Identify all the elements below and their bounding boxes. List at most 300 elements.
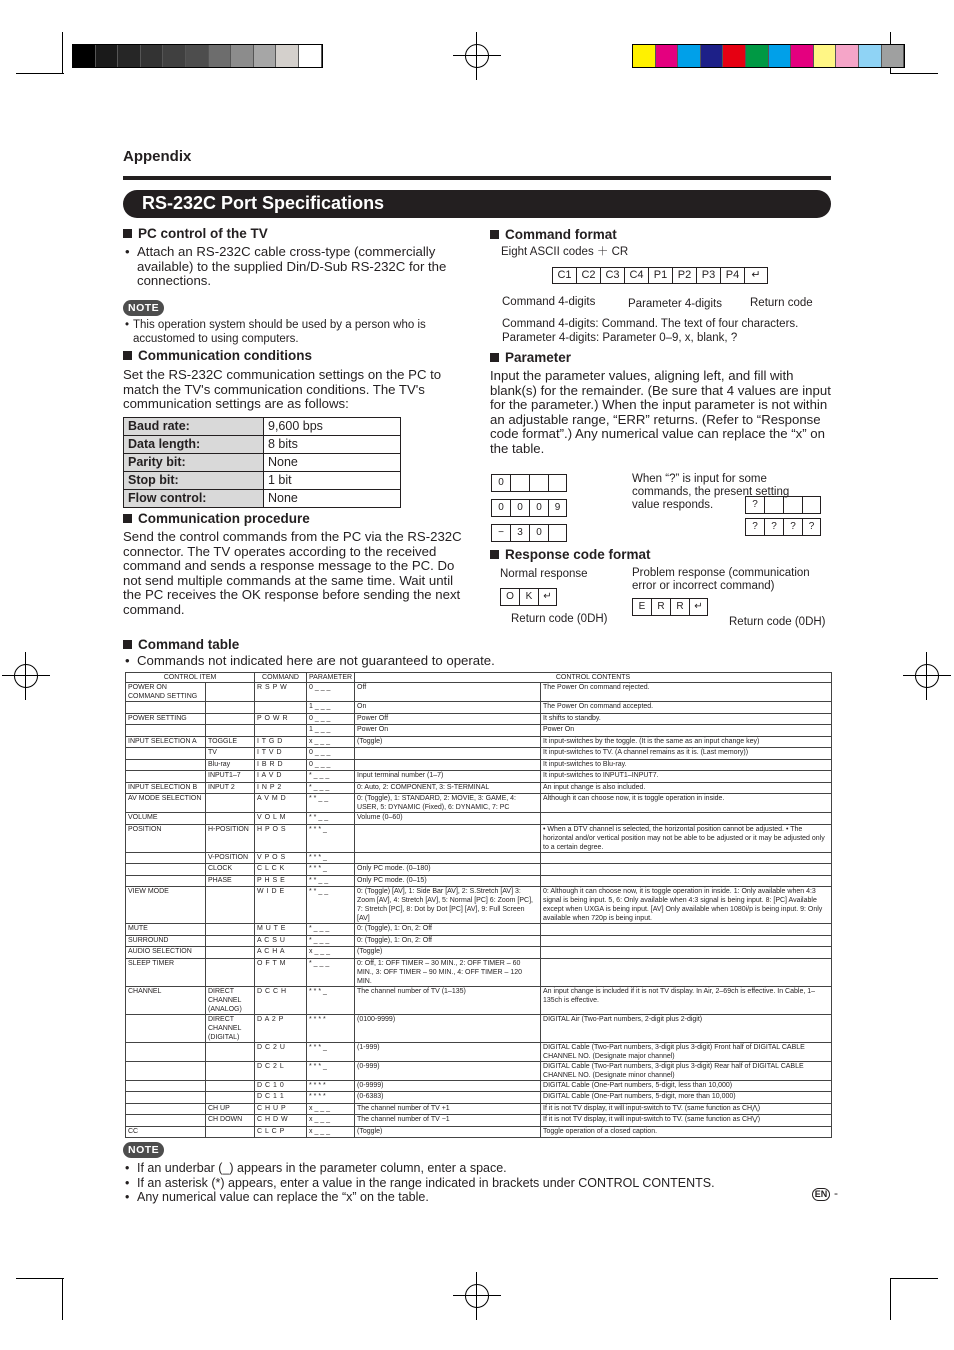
parameter-cell: 0 _ _ _ <box>307 683 355 702</box>
control-contents-cell: It input-switches to Blu-ray. <box>541 759 832 771</box>
color-swatch <box>73 45 96 67</box>
control-sub-item-cell <box>206 1061 255 1080</box>
char-cell: P4 <box>720 267 744 284</box>
color-swatch <box>701 45 724 67</box>
control-sub-item-cell <box>206 1042 255 1061</box>
parameter-desc-cell <box>355 748 541 760</box>
parameter-desc-cell: (1-999) <box>355 1042 541 1061</box>
control-contents-cell: If it is not TV display, it will input-switch to TV. (same function as CH⋁) <box>541 1115 832 1127</box>
control-contents-cell <box>541 935 832 947</box>
parameter-desc-cell: Off <box>355 683 541 702</box>
grayscale-bar <box>72 44 323 68</box>
setting-value: 9,600 bps <box>264 417 401 435</box>
control-contents-cell: If it is not TV display, it will input-switch to TV. (same function as CH⋀) <box>541 1103 832 1115</box>
control-contents-cell: Although it can choose now, it is toggle operation in inside. <box>541 794 832 813</box>
header-rule <box>123 176 831 180</box>
control-sub-item-cell: CH UP <box>206 1103 255 1115</box>
control-sub-item-cell <box>206 713 255 725</box>
control-item-cell: SURROUND <box>126 935 206 947</box>
command-cell: C H D W <box>255 1115 307 1127</box>
table-row <box>126 1014 832 1042</box>
parameter-cell: * * * _ <box>307 1042 355 1061</box>
normal-response-cells <box>500 588 557 606</box>
table-row <box>126 1092 832 1104</box>
command-cell: R S P W <box>255 683 307 702</box>
char-cell: E <box>632 598 651 616</box>
control-item-cell <box>126 702 206 714</box>
command-cell: D C C H <box>255 986 307 1014</box>
color-swatch <box>299 45 322 67</box>
parameter-desc-cell: 0: (Toggle), 1: STANDARD, 2: MOVIE, 3: GAME, 4: USER, 5: DYNAMIC (Fixed), 6: DYNAMIC, 7: PC <box>355 794 541 813</box>
setting-value: None <box>264 489 401 507</box>
char-cell: R <box>651 598 670 616</box>
table-row <box>126 986 832 1014</box>
table-row <box>126 924 832 936</box>
table-row <box>126 683 832 702</box>
query-examples <box>745 496 821 536</box>
parameter-cell: * _ _ _ <box>307 782 355 794</box>
char-cell <box>783 496 802 514</box>
char-cell <box>548 474 567 492</box>
settings-row <box>124 471 401 489</box>
parameter-cell: * _ _ _ <box>307 771 355 783</box>
parameter-cell: * * _ _ <box>307 887 355 924</box>
control-sub-item-cell <box>206 924 255 936</box>
parameter-desc-cell: 0: (Toggle) [AV], 1: Side Bar [AV], 2: S.Stretch [AV] 3: Zoom [AV], 4: Stretch [AV], 5: Normal [PC] 6: Zoom [PC], 7: Stretch [PC], 8: Dot by Dot [PC] [AV], 9: Full Screen [AV] <box>355 887 541 924</box>
char-cell: ↵ <box>689 598 708 616</box>
query-text: When “?” is input for some commands, the present setting value responds. <box>632 473 790 512</box>
char-cell: 0 <box>529 524 548 542</box>
control-item-cell: POSITION <box>126 824 206 852</box>
parameter-desc-cell: (0-999) <box>355 1061 541 1080</box>
control-item-cell: SLEEP TIMER <box>126 958 206 986</box>
control-sub-item-cell <box>206 813 255 825</box>
footer-note <box>123 1140 823 1205</box>
char-cell: ? <box>802 518 821 536</box>
setting-key: Parity bit: <box>124 453 264 471</box>
control-contents-cell: It input-switches by the toggle. (It is the same as an input change key) <box>541 736 832 748</box>
control-item-cell <box>126 864 206 876</box>
char-cell: ? <box>745 496 764 514</box>
char-cell: ↵ <box>538 588 557 606</box>
command-table-section <box>123 637 823 669</box>
parameter-desc-cell: Power Off <box>355 713 541 725</box>
control-sub-item-cell <box>206 1126 255 1138</box>
control-sub-item-cell <box>206 702 255 714</box>
char-cell: P3 <box>696 267 720 284</box>
color-swatch <box>118 45 141 67</box>
table-row <box>126 748 832 760</box>
comm-procedure-heading: Communication procedure <box>123 511 468 526</box>
command-cell: I A V D <box>255 771 307 783</box>
control-item-cell: AV MODE SELECTION <box>126 794 206 813</box>
command-cell: I T G D <box>255 736 307 748</box>
normal-response-label: Normal response <box>500 568 588 580</box>
setting-value: None <box>264 453 401 471</box>
parameter-desc-cell: The channel number of TV +1 <box>355 1103 541 1115</box>
command-cell: D A 2 P <box>255 1014 307 1042</box>
settings-row <box>124 489 401 507</box>
control-item-cell: VIEW MODE <box>126 887 206 924</box>
page-suffix: - <box>834 1186 838 1200</box>
color-bar <box>632 44 905 68</box>
parameter-cell: x _ _ _ <box>307 947 355 959</box>
control-item-cell <box>126 725 206 737</box>
char-cell: 0 <box>491 474 510 492</box>
response-section <box>490 547 835 562</box>
control-item-cell <box>126 1042 206 1061</box>
command-cell: A C H A <box>255 947 307 959</box>
pc-control-heading: PC control of the TV <box>123 226 468 241</box>
table-row <box>126 887 832 924</box>
footer-note-item: • Any numerical value can replace the “x” on the table. <box>123 1190 823 1205</box>
table-row <box>126 875 832 887</box>
label-return: Return code <box>750 297 813 309</box>
table-row <box>126 947 832 959</box>
command-cell: A V M D <box>255 794 307 813</box>
param-example-row <box>491 499 567 517</box>
table-row <box>126 813 832 825</box>
command-format-subtitle: Eight ASCII codes ＋ CR <box>501 246 629 258</box>
control-sub-item-cell <box>206 725 255 737</box>
problem-return-label: Return code (0DH) <box>729 616 826 628</box>
table-row <box>126 782 832 794</box>
registration-mark <box>2 652 50 700</box>
parameter-cell: * * * _ <box>307 986 355 1014</box>
char-cell: ? <box>783 518 802 536</box>
command-cell <box>255 725 307 737</box>
footer-note-item: • If an underbar (_) appears in the parameter column, enter a space. <box>123 1161 823 1176</box>
char-cell: 0 <box>510 499 529 517</box>
parameter-desc-cell: On <box>355 702 541 714</box>
label-command: Command 4-digits <box>502 296 596 308</box>
color-swatch <box>746 45 769 67</box>
char-cell: − <box>491 524 510 542</box>
control-item-cell: POWER SETTING <box>126 713 206 725</box>
control-item-cell: INPUT SELECTION B <box>126 782 206 794</box>
control-contents-cell <box>541 864 832 876</box>
control-contents-cell: It input-switches to INPUT1–INPUT7. <box>541 771 832 783</box>
color-swatch <box>141 45 164 67</box>
registration-mark <box>453 1272 501 1320</box>
parameter-cell: 0 _ _ _ <box>307 713 355 725</box>
color-swatch <box>791 45 814 67</box>
control-item-cell <box>126 759 206 771</box>
table-row <box>126 1103 832 1115</box>
command-cell: V O L M <box>255 813 307 825</box>
control-contents-cell: DIGITAL Air (Two-Part numbers, 2-digit plus 2-digit) <box>541 1014 832 1042</box>
table-row <box>126 725 832 737</box>
command-table <box>125 672 832 1138</box>
color-swatch <box>723 45 746 67</box>
parameter-desc-cell: The channel number of TV −1 <box>355 1115 541 1127</box>
color-swatch <box>231 45 254 67</box>
comm-procedure-text: Send the control commands from the PC via the RS-232C connector. The TV operates according to the received command and sends a response message to the PC. Do not send multiple commands at the same time. Wait until the PC receives the OK response before sending the next command. <box>123 529 462 617</box>
char-cell <box>529 474 548 492</box>
parameter-desc-cell <box>355 759 541 771</box>
parameter-cell: * * * _ <box>307 864 355 876</box>
command-cell: P H S E <box>255 875 307 887</box>
pc-control-bullet: • Attach an RS-232C cable cross-type (commercially available) to the supplied Din/D-Sub RS-232C for the connections. <box>123 245 468 289</box>
control-item-cell <box>126 771 206 783</box>
command-cell: A C S U <box>255 935 307 947</box>
control-item-cell: INPUT SELECTION A <box>126 736 206 748</box>
command-desc-1: Command 4-digits: Command. The text of four characters. <box>502 318 799 330</box>
char-cell <box>802 496 821 514</box>
color-swatch <box>769 45 792 67</box>
command-cell: D C 2 L <box>255 1061 307 1080</box>
table-row <box>126 935 832 947</box>
header-control-item: CONTROL ITEM <box>126 673 255 683</box>
command-cell: D C 2 U <box>255 1042 307 1061</box>
control-sub-item-cell <box>206 1092 255 1104</box>
problem-response-label: Problem response (communication error or incorrect command) <box>632 567 810 592</box>
char-cell: ? <box>745 518 764 536</box>
control-contents-cell: DIGITAL Cable (Two-Part numbers, 3-digit plus 3-digit) Front half of DIGITAL CABLE CHANNEL NO. (Designate major channel) <box>541 1042 832 1061</box>
footer-note-item: • If an asterisk (*) appears, enter a value in the range indicated in brackets under CONTROL CONTENTS. <box>123 1176 823 1191</box>
control-item-cell <box>126 1092 206 1104</box>
control-contents-cell: Power On <box>541 725 832 737</box>
table-row <box>126 702 832 714</box>
parameter-heading: Parameter <box>490 350 835 365</box>
control-sub-item-cell <box>206 887 255 924</box>
parameter-text: Input the parameter values, aligning left, and fill with blank(s) for the remainder. (Be sure that 4 values are input for the parameter.) When the input parameter is not within an adjustable range, “ERR” returns. (Refer to “Response code format”.) Any numerical value can replace the “x” on the table. <box>490 368 831 456</box>
control-sub-item-cell <box>206 683 255 702</box>
parameter-cell: 1 _ _ _ <box>307 725 355 737</box>
control-sub-item-cell: DIRECT CHANNEL (DIGITAL) <box>206 1014 255 1042</box>
control-sub-item-cell: CLOCK <box>206 864 255 876</box>
table-row <box>126 771 832 783</box>
control-contents-cell: An input change is also included. <box>541 782 832 794</box>
char-cell: 9 <box>548 499 567 517</box>
command-cell: C L C P <box>255 1126 307 1138</box>
char-cell <box>764 496 783 514</box>
parameter-desc-cell: (0-9999) <box>355 1080 541 1092</box>
control-contents-cell: The Power On command accepted. <box>541 702 832 714</box>
color-swatch <box>678 45 701 67</box>
parameter-cell: * _ _ _ <box>307 924 355 936</box>
table-row <box>126 736 832 748</box>
control-contents-cell: It shifts to standby. <box>541 713 832 725</box>
command-table-header <box>126 673 832 683</box>
control-item-cell <box>126 875 206 887</box>
control-sub-item-cell <box>206 958 255 986</box>
registration-mark <box>453 32 501 80</box>
command-table-heading: Command table <box>123 637 823 652</box>
table-row <box>126 794 832 813</box>
char-cell: ? <box>764 518 783 536</box>
settings-table <box>123 417 401 508</box>
parameter-desc-cell: Input terminal number (1–7) <box>355 771 541 783</box>
note-label: NOTE <box>123 300 164 316</box>
parameter-cell: * _ _ _ <box>307 958 355 986</box>
parameter-cell: x _ _ _ <box>307 1103 355 1115</box>
parameter-cell: x _ _ _ <box>307 736 355 748</box>
control-contents-cell: • When a DTV channel is selected, the horizontal position cannot be adjusted. • The horizontal and/or vertical position may not be able to be adjusted or it may be adjusted only to a certain degree. <box>541 824 832 852</box>
control-item-cell <box>126 1061 206 1080</box>
control-sub-item-cell: V-POSITION <box>206 852 255 864</box>
control-sub-item-cell: INPUT 2 <box>206 782 255 794</box>
parameter-cell: * * _ _ <box>307 813 355 825</box>
crop-mark <box>890 1278 938 1279</box>
control-item-cell <box>126 748 206 760</box>
command-cell: I T V D <box>255 748 307 760</box>
parameter-desc-cell: The channel number of TV (1–135) <box>355 986 541 1014</box>
char-cell: K <box>519 588 538 606</box>
crop-mark <box>890 1278 891 1320</box>
control-sub-item-cell: DIRECT CHANNEL (ANALOG) <box>206 986 255 1014</box>
parameter-cell: * * * _ <box>307 824 355 852</box>
parameter-cell: * * _ _ <box>307 794 355 813</box>
color-swatch <box>859 45 882 67</box>
crop-mark <box>16 1278 64 1279</box>
color-swatch <box>209 45 232 67</box>
normal-return-label: Return code (0DH) <box>511 613 608 625</box>
table-row <box>126 824 832 852</box>
control-sub-item-cell <box>206 1080 255 1092</box>
color-swatch <box>836 45 859 67</box>
control-contents-cell <box>541 924 832 936</box>
settings-row <box>124 435 401 453</box>
control-contents-cell <box>541 852 832 864</box>
comm-conditions-text: Set the RS-232C communication settings on the PC to match the TV's communication conditions. The TV's communication settings are as follows: <box>123 367 442 411</box>
control-item-cell: AUDIO SELECTION <box>126 947 206 959</box>
command-cell: I B R D <box>255 759 307 771</box>
setting-key: Data length: <box>124 435 264 453</box>
setting-value: 1 bit <box>264 471 401 489</box>
table-row <box>126 759 832 771</box>
control-item-cell <box>126 1103 206 1115</box>
comm-procedure-section <box>123 511 468 617</box>
control-contents-cell <box>541 958 832 986</box>
parameter-cell: * * * * <box>307 1092 355 1104</box>
control-item-cell: CHANNEL <box>126 986 206 1014</box>
param-example-row <box>491 524 567 542</box>
parameter-desc-cell: Volume (0–60) <box>355 813 541 825</box>
control-contents-cell: Toggle operation of a closed caption. <box>541 1126 832 1138</box>
parameter-desc-cell: Only PC mode. (0–180) <box>355 864 541 876</box>
settings-row <box>124 453 401 471</box>
control-sub-item-cell: Blu-ray <box>206 759 255 771</box>
control-sub-item-cell <box>206 935 255 947</box>
crop-mark <box>16 73 64 74</box>
char-cell: O <box>500 588 519 606</box>
parameter-cell: * * * _ <box>307 1061 355 1080</box>
command-cell: I N P 2 <box>255 782 307 794</box>
control-contents-cell: DIGITAL Cable (Two-Part numbers, 3-digit plus 3-digit) Rear half of DIGITAL CABLE CHANNEL NO. (Designate minor channel) <box>541 1061 832 1080</box>
parameter-desc-cell: (Toggle) <box>355 947 541 959</box>
parameter-cell: 0 _ _ _ <box>307 759 355 771</box>
parameter-desc-cell: Power On <box>355 725 541 737</box>
parameter-desc-cell: 0: Off, 1: OFF TIMER – 30 MIN., 2: OFF TIMER – 60 MIN., 3: OFF TIMER – 90 MIN., 4: OFF TIMER – 120 MIN. <box>355 958 541 986</box>
color-swatch <box>254 45 277 67</box>
control-sub-item-cell: TOGGLE <box>206 736 255 748</box>
color-swatch <box>633 45 656 67</box>
command-format-heading: Command format <box>490 227 835 242</box>
pc-control-note: • This operation system should be used by a person who is accustomed to using computers. <box>123 318 468 347</box>
parameter-cell: * _ _ _ <box>307 935 355 947</box>
control-item-cell <box>126 852 206 864</box>
char-cell: 0 <box>529 499 548 517</box>
char-cell: R <box>670 598 689 616</box>
parameter-desc-cell: (0100-9999) <box>355 1014 541 1042</box>
parameter-desc-cell: 0: Auto, 2: COMPONENT, 3: S-TERMINAL <box>355 782 541 794</box>
color-swatch <box>163 45 186 67</box>
crop-mark <box>890 73 938 74</box>
parameter-desc-cell: Only PC mode. (0–15) <box>355 875 541 887</box>
param-example-row <box>491 474 567 492</box>
control-item-cell <box>126 1115 206 1127</box>
table-row <box>126 1042 832 1061</box>
char-cell: C3 <box>600 267 624 284</box>
crop-mark <box>62 32 63 74</box>
parameter-cell: 0 _ _ _ <box>307 748 355 760</box>
char-cell: 0 <box>491 499 510 517</box>
header-parameter: PARAMETER <box>307 673 355 683</box>
label-parameter: Parameter 4-digits <box>628 298 722 310</box>
control-contents-cell: 0: Although it can choose now, it is toggle operation in inside. 1: Only available when 4:3 signal is being input. 5, 6: Only available when 4:3 signal is being input. 8: [PC] Available except when UXGA is being input. [AV] Only available when 1080i/p is being input. 9: Only available when 720p is being input. <box>541 887 832 924</box>
parameter-cell: * * _ _ <box>307 875 355 887</box>
table-row <box>126 1115 832 1127</box>
control-item-cell <box>126 1014 206 1042</box>
setting-key: Baud rate: <box>124 417 264 435</box>
command-cell: C L C K <box>255 864 307 876</box>
command-cell: M U T E <box>255 924 307 936</box>
parameter-examples <box>491 474 567 542</box>
parameter-section <box>490 350 835 456</box>
char-cell: P2 <box>672 267 696 284</box>
setting-value: 8 bits <box>264 435 401 453</box>
control-contents-cell: DIGITAL Cable (One-Part numbers, 5-digit, less than 10,000) <box>541 1080 832 1092</box>
comm-conditions-section <box>123 348 468 508</box>
parameter-desc-cell <box>355 824 541 852</box>
control-contents-cell <box>541 947 832 959</box>
char-cell: C4 <box>624 267 648 284</box>
command-cell: C H U P <box>255 1103 307 1115</box>
command-cell: W I D E <box>255 887 307 924</box>
parameter-cell: x _ _ _ <box>307 1115 355 1127</box>
control-item-cell: CC <box>126 1126 206 1138</box>
header-control-contents: CONTROL CONTENTS <box>355 673 832 683</box>
parameter-cell: 1 _ _ _ <box>307 702 355 714</box>
command-cell: O F T M <box>255 958 307 986</box>
char-cell: ↵ <box>744 267 768 284</box>
table-row <box>126 1080 832 1092</box>
command-cell: H P O S <box>255 824 307 852</box>
table-row <box>126 713 832 725</box>
control-item-cell: MUTE <box>126 924 206 936</box>
color-swatch <box>276 45 299 67</box>
table-row <box>126 1061 832 1080</box>
color-swatch <box>96 45 119 67</box>
crop-mark <box>62 1278 63 1320</box>
header-command: COMMAND <box>255 673 307 683</box>
char-cell: 3 <box>510 524 529 542</box>
problem-response-cells <box>632 598 708 616</box>
table-row <box>126 1126 832 1138</box>
control-sub-item-cell: PHASE <box>206 875 255 887</box>
parameter-desc-cell: 0: (Toggle), 1: On, 2: Off <box>355 935 541 947</box>
parameter-cell: * * * _ <box>307 852 355 864</box>
command-table-bullet: • Commands not indicated here are not guaranteed to operate. <box>123 654 823 669</box>
setting-key: Flow control: <box>124 489 264 507</box>
char-cell: P1 <box>648 267 672 284</box>
response-heading: Response code format <box>490 547 835 562</box>
control-contents-cell: An input change is included if it is not TV display. In Air, 2–69ch is effective. In Cable, 1–135ch is effective. <box>541 986 832 1014</box>
control-contents-cell: The Power On command rejected. <box>541 683 832 702</box>
command-cell: P O W R <box>255 713 307 725</box>
color-swatch <box>656 45 679 67</box>
